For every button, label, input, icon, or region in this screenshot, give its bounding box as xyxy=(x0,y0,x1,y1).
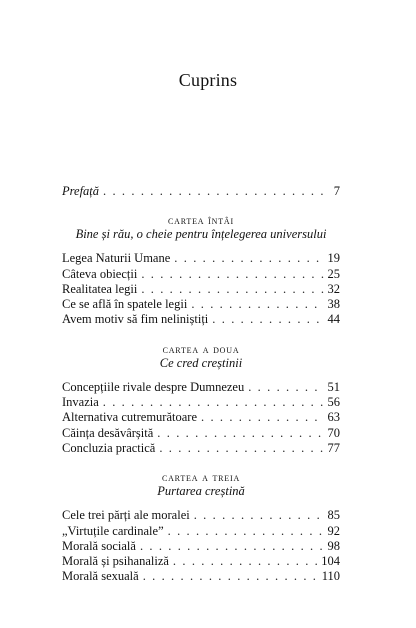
dot-leader xyxy=(191,297,323,312)
toc-entry-preface[interactable] xyxy=(62,184,340,199)
dot-leader xyxy=(194,508,324,523)
toc-entry-title: Morală și psihanaliză xyxy=(62,554,169,569)
toc-entry-title: Avem motiv să fim neliniștiți xyxy=(62,312,209,327)
toc-entry-page: 77 xyxy=(327,440,340,455)
dot-leader xyxy=(141,267,323,282)
toc-entry-page: 104 xyxy=(321,554,340,569)
toc-entry[interactable] xyxy=(62,426,340,441)
toc-entry[interactable] xyxy=(62,508,340,523)
dot-leader xyxy=(212,312,323,327)
toc-entry[interactable] xyxy=(62,380,340,395)
dot-leader xyxy=(140,539,324,554)
table-of-contents xyxy=(62,184,340,585)
toc-entry-title: Legea Naturii Umane xyxy=(62,251,171,266)
dot-leader xyxy=(168,524,324,539)
toc-entry[interactable] xyxy=(62,441,340,456)
dot-leader xyxy=(157,426,323,441)
toc-entry[interactable] xyxy=(62,282,340,297)
part-label: cartea a treia xyxy=(161,470,241,485)
toc-entry-page: 44 xyxy=(327,312,340,327)
toc-entry[interactable] xyxy=(62,297,340,312)
toc-entry-page: 38 xyxy=(327,297,340,312)
dot-leader xyxy=(159,441,323,456)
toc-entry[interactable] xyxy=(62,251,340,266)
toc-entry[interactable] xyxy=(62,524,340,539)
toc-entry-title: Invazia xyxy=(62,395,99,410)
dot-leader xyxy=(103,395,324,410)
toc-entry[interactable] xyxy=(62,410,340,425)
toc-entry[interactable] xyxy=(62,395,340,410)
toc-entry-title: Morală sexuală xyxy=(62,569,139,584)
toc-entry-page: 63 xyxy=(327,410,340,425)
toc-entry-title: Câteva obiecții xyxy=(62,266,138,281)
toc-entry-page: 32 xyxy=(327,281,340,296)
dot-leader xyxy=(103,184,324,199)
toc-entry-title: „Virtuțile cardinale” xyxy=(62,523,164,538)
dot-leader xyxy=(174,251,323,266)
toc-entry-page: 70 xyxy=(327,425,340,440)
toc-entry-page: 7 xyxy=(333,184,340,198)
part-subtitle: Ce cred creștinii xyxy=(159,355,243,370)
toc-entry[interactable] xyxy=(62,539,340,554)
toc-entry[interactable] xyxy=(62,554,340,569)
page-title: Cuprins xyxy=(178,70,238,90)
toc-entry-page: 98 xyxy=(327,538,340,553)
toc-entry-title: Realitatea legii xyxy=(62,281,138,296)
part-heading xyxy=(62,213,340,242)
toc-entry-title: Căința desăvârșită xyxy=(62,425,154,440)
dot-leader xyxy=(248,380,323,395)
part-label: cartea întâi xyxy=(168,213,234,228)
toc-entry-title: Cele trei părți ale moralei xyxy=(62,508,190,523)
toc-entry-title: Concluzia practică xyxy=(62,440,156,455)
toc-entry-title: Concepțiile rivale despre Dumnezeu xyxy=(62,379,245,394)
toc-entry[interactable] xyxy=(62,267,340,282)
part-subtitle: Purtarea creștină xyxy=(157,484,245,499)
dot-leader xyxy=(201,410,324,425)
toc-entry-page: 19 xyxy=(327,251,340,266)
toc-entry-page: 92 xyxy=(327,523,340,538)
part-heading xyxy=(62,342,340,371)
toc-entry[interactable] xyxy=(62,569,340,584)
dot-leader xyxy=(143,569,318,584)
dot-leader xyxy=(173,554,317,569)
toc-entry-page: 110 xyxy=(321,569,340,584)
toc-entry-page: 85 xyxy=(327,508,340,523)
part-label: cartea a doua xyxy=(162,341,240,356)
toc-entry-page: 56 xyxy=(327,395,340,410)
toc-entry-title: Prefață xyxy=(62,184,100,198)
toc-entry-title: Ce se află în spatele legii xyxy=(62,297,188,312)
toc-entry-page: 25 xyxy=(327,266,340,281)
dot-leader xyxy=(141,282,323,297)
part-subtitle: Bine și rău, o cheie pentru înțelegerea universului xyxy=(75,227,327,242)
part-heading xyxy=(62,470,340,499)
toc-entry-page: 51 xyxy=(327,379,340,394)
toc-entry-title: Morală socială xyxy=(62,538,136,553)
toc-entry[interactable] xyxy=(62,312,340,327)
toc-entry-title: Alternativa cutremurătoare xyxy=(62,410,197,425)
